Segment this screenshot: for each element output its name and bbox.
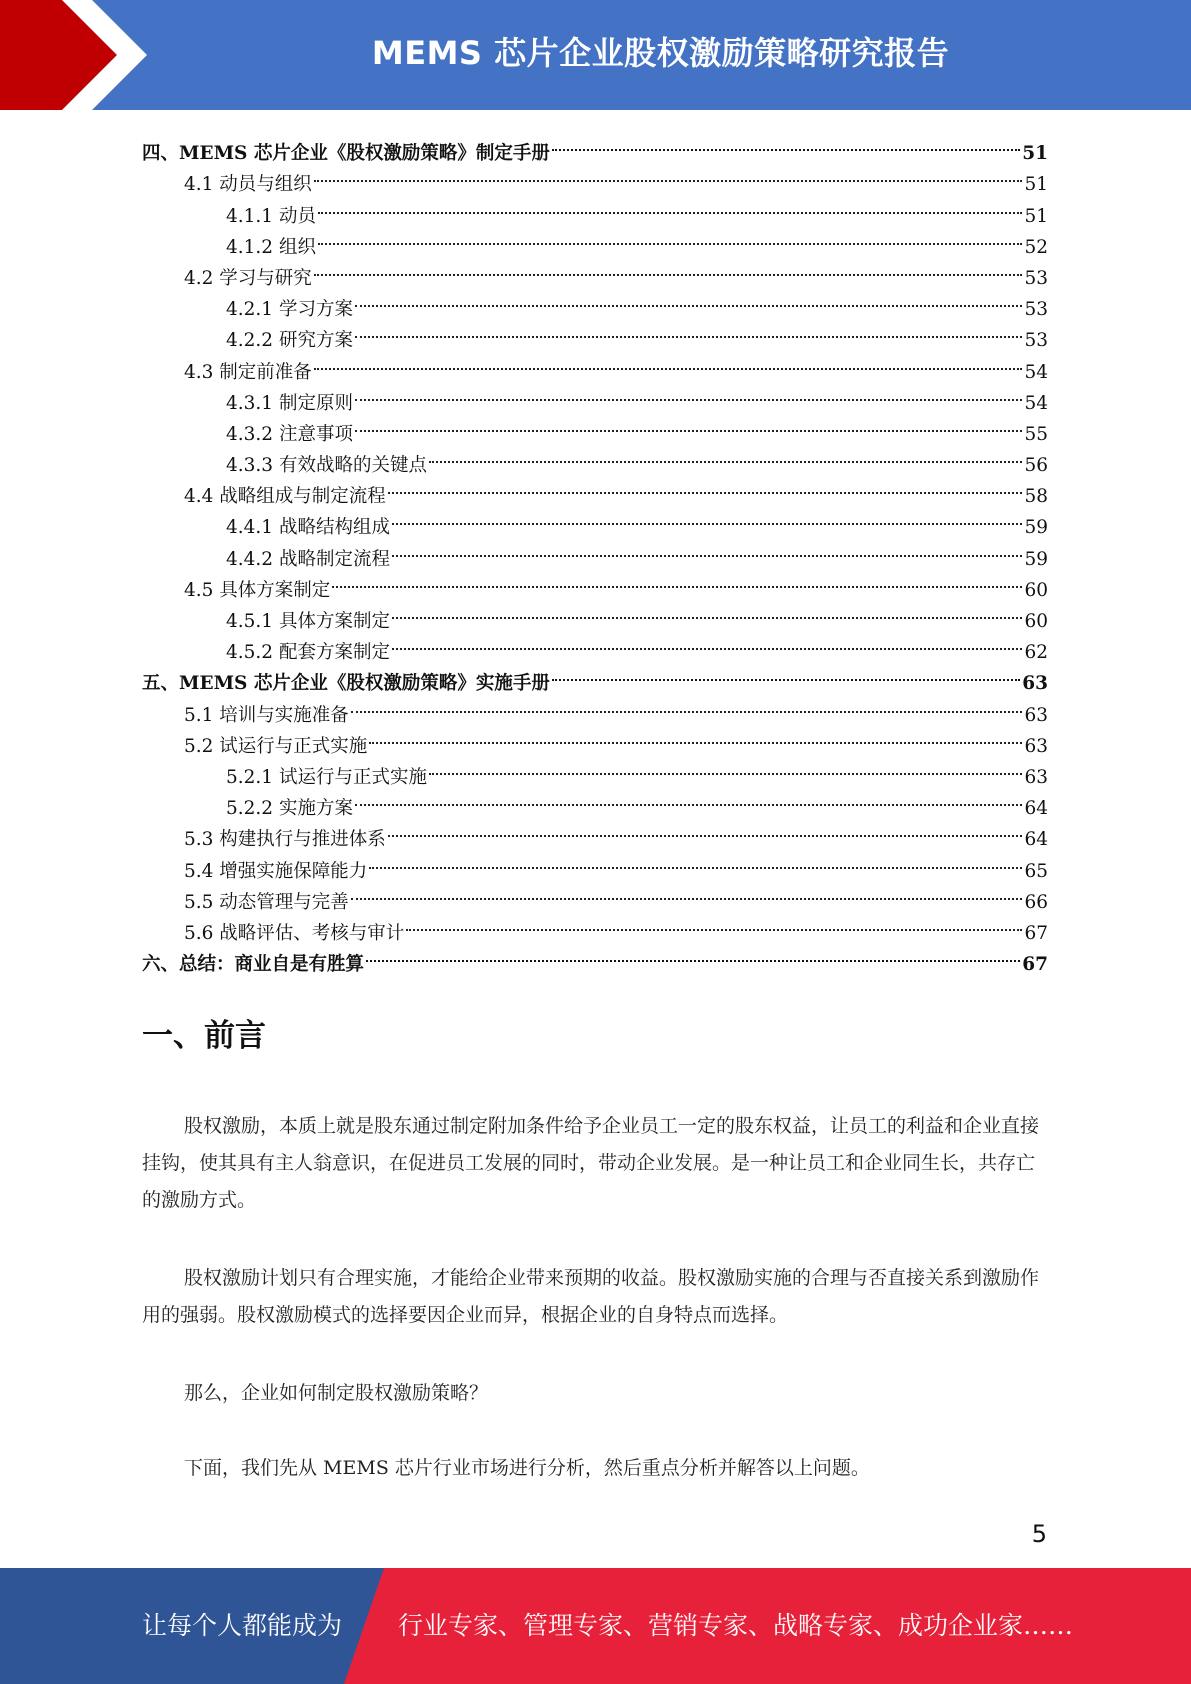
toc-dot-leader — [314, 253, 1023, 284]
toc-entry-label: 4.2 学习与研究 — [184, 267, 312, 289]
toc-entry-label: 5.2 试运行与正式实施 — [184, 735, 368, 757]
toc-entry-label: 五、MEMS 芯片企业《股权激励策略》实施手册 — [142, 673, 550, 695]
toc-dot-leader — [392, 627, 1022, 658]
toc-entry-label: 4.4.1 战略结构组成 — [226, 517, 390, 539]
toc-dot-leader — [369, 721, 1022, 752]
toc-dot-leader — [355, 409, 1023, 440]
toc-dot-leader — [314, 346, 1023, 377]
toc-entry-page: 51 — [1024, 174, 1048, 196]
toc-entry-label: 4.5.1 具体方案制定 — [226, 611, 390, 632]
section-heading: 一、前言 — [142, 1018, 266, 1054]
toc-entry-page: 56 — [1024, 455, 1048, 477]
toc-entry-page: 65 — [1024, 860, 1048, 882]
toc-entry-label: 四、MEMS 芯片企业《股权激励策略》制定手册 — [142, 143, 550, 165]
page-footer — [0, 1568, 1191, 1684]
toc-dot-leader — [351, 877, 1023, 908]
toc-dot-leader — [355, 783, 1023, 814]
toc-dot-leader — [388, 814, 1023, 845]
toc-entry-page: 51 — [1024, 205, 1048, 227]
toc-dot-leader — [388, 471, 1023, 502]
toc-entry-page: 63 — [1024, 704, 1048, 726]
toc-entry-page: 59 — [1024, 548, 1048, 570]
toc-entry-label: 4.4.2 战略制定流程 — [226, 548, 390, 570]
toc-dot-leader — [406, 908, 1022, 939]
toc-entry-label: 5.3 构建执行与推进体系 — [184, 829, 386, 851]
toc-dot-leader — [429, 752, 1022, 783]
toc-entry-label: 4.2.2 研究方案 — [226, 330, 353, 352]
toc-dot-leader — [355, 284, 1023, 315]
toc-entry-page: 63 — [1024, 766, 1048, 788]
toc-entry-page: 62 — [1024, 642, 1048, 664]
page-number: 5 — [1031, 1520, 1047, 1548]
toc-entry-label: 4.3.2 注意事项 — [226, 423, 353, 445]
table-of-contents — [142, 128, 1048, 976]
toc-entry-label: 5.2.2 实施方案 — [226, 798, 353, 820]
toc-entry-page: 52 — [1024, 236, 1048, 258]
toc-dot-leader — [355, 378, 1023, 409]
toc-dot-leader — [552, 128, 1020, 159]
toc-dot-leader — [355, 315, 1023, 346]
toc-dot-leader — [318, 190, 1023, 221]
toc-dot-leader — [366, 939, 1020, 970]
toc-dot-leader — [314, 159, 1023, 190]
toc-entry-label: 5.2.1 试运行与正式实施 — [226, 766, 427, 788]
report-title: MEMS 芯片企业股权激励策略研究报告 — [371, 34, 950, 72]
toc-dot-leader — [429, 440, 1022, 471]
paragraph-1: 股权激励，本质上就是股东通过制定附加条件给予企业员工一定的股东权益，让员工的利益和企业直接挂钩，使其具有主人翁意识，在促进员工发展的同时，带动企业发展。是一种让员工和企业同生长，共存亡的激励方式。 — [142, 1115, 1040, 1211]
toc-entry-page: 58 — [1024, 486, 1048, 508]
toc-entry-page: 55 — [1024, 423, 1048, 445]
paragraph-3: 那么，企业如何制定股权激励策略？ — [184, 1382, 489, 1404]
toc-dot-leader — [392, 596, 1022, 627]
toc-entry-label: 4.4 战略组成与制定流程 — [184, 486, 386, 508]
toc-entry-label: 六、总结：商业自是有胜算 — [142, 954, 365, 976]
toc-entry[interactable] — [142, 128, 1048, 165]
page-header — [0, 0, 1191, 110]
paragraph-4: 下面，我们先从 MEMS 芯片行业市场进行分析，然后重点分析并解答以上问题。 — [184, 1457, 870, 1479]
footer-slogan-right: 行业专家、管理专家、营销专家、战略专家、成功企业家…… — [398, 1611, 1074, 1640]
toc-dot-leader — [351, 689, 1023, 720]
toc-dot-leader — [369, 845, 1022, 876]
toc-entry-page: 53 — [1024, 267, 1048, 289]
toc-entry-label: 4.3.1 制定原则 — [226, 392, 353, 414]
footer-slogan-left: 让每个人都能成为 — [142, 1611, 343, 1640]
toc-entry-page: 59 — [1024, 517, 1048, 539]
toc-entry-page: 53 — [1024, 330, 1048, 352]
toc-entry-label: 4.5.2 配套方案制定 — [226, 642, 390, 664]
toc-entry-label: 4.2.1 学习方案 — [226, 299, 353, 321]
toc-entry-page: 63 — [1024, 735, 1048, 757]
toc-entry-page: 64 — [1024, 829, 1048, 851]
toc-entry-label: 4.5 具体方案制定 — [184, 579, 331, 601]
toc-entry-label: 4.3.3 有效战略的关键点 — [226, 455, 427, 477]
toc-entry-page: 60 — [1024, 579, 1048, 601]
toc-entry-page: 51 — [1022, 143, 1048, 165]
toc-entry-page: 63 — [1022, 673, 1048, 695]
toc-entry-page: 54 — [1024, 361, 1048, 383]
toc-entry-label: 4.1.1 动员 — [226, 205, 316, 227]
toc-dot-leader — [392, 502, 1022, 533]
toc-entry-page: 67 — [1024, 922, 1048, 944]
paragraph-2: 股权激励计划只有合理实施，才能给企业带来预期的收益。股权激励实施的合理与否直接关系到激励作用的强弱。股权激励模式的选择要因企业而异，根据企业的自身特点而选择。 — [142, 1267, 1040, 1326]
toc-entry-label: 5.6 战略评估、考核与审计 — [184, 922, 405, 944]
toc-dot-leader — [332, 565, 1022, 596]
toc-entry-label: 5.1 培训与实施准备 — [184, 704, 349, 726]
toc-entry-label: 5.4 增强实施保障能力 — [184, 860, 368, 882]
toc-dot-leader — [318, 222, 1023, 253]
toc-entry-page: 64 — [1024, 798, 1048, 820]
toc-entry-page: 54 — [1024, 392, 1048, 414]
toc-dot-leader — [552, 658, 1020, 689]
toc-entry-label: 4.1 动员与组织 — [184, 174, 312, 196]
toc-entry-page: 53 — [1024, 299, 1048, 321]
toc-entry-page: 67 — [1022, 954, 1048, 976]
toc-entry-page: 66 — [1024, 891, 1048, 913]
toc-entry-label: 4.1.2 组织 — [226, 236, 316, 258]
toc-entry-page: 60 — [1024, 611, 1048, 632]
toc-dot-leader — [392, 533, 1022, 564]
toc-entry-label: 4.3 制定前准备 — [184, 361, 312, 383]
toc-entry-label: 5.5 动态管理与完善 — [184, 891, 349, 913]
